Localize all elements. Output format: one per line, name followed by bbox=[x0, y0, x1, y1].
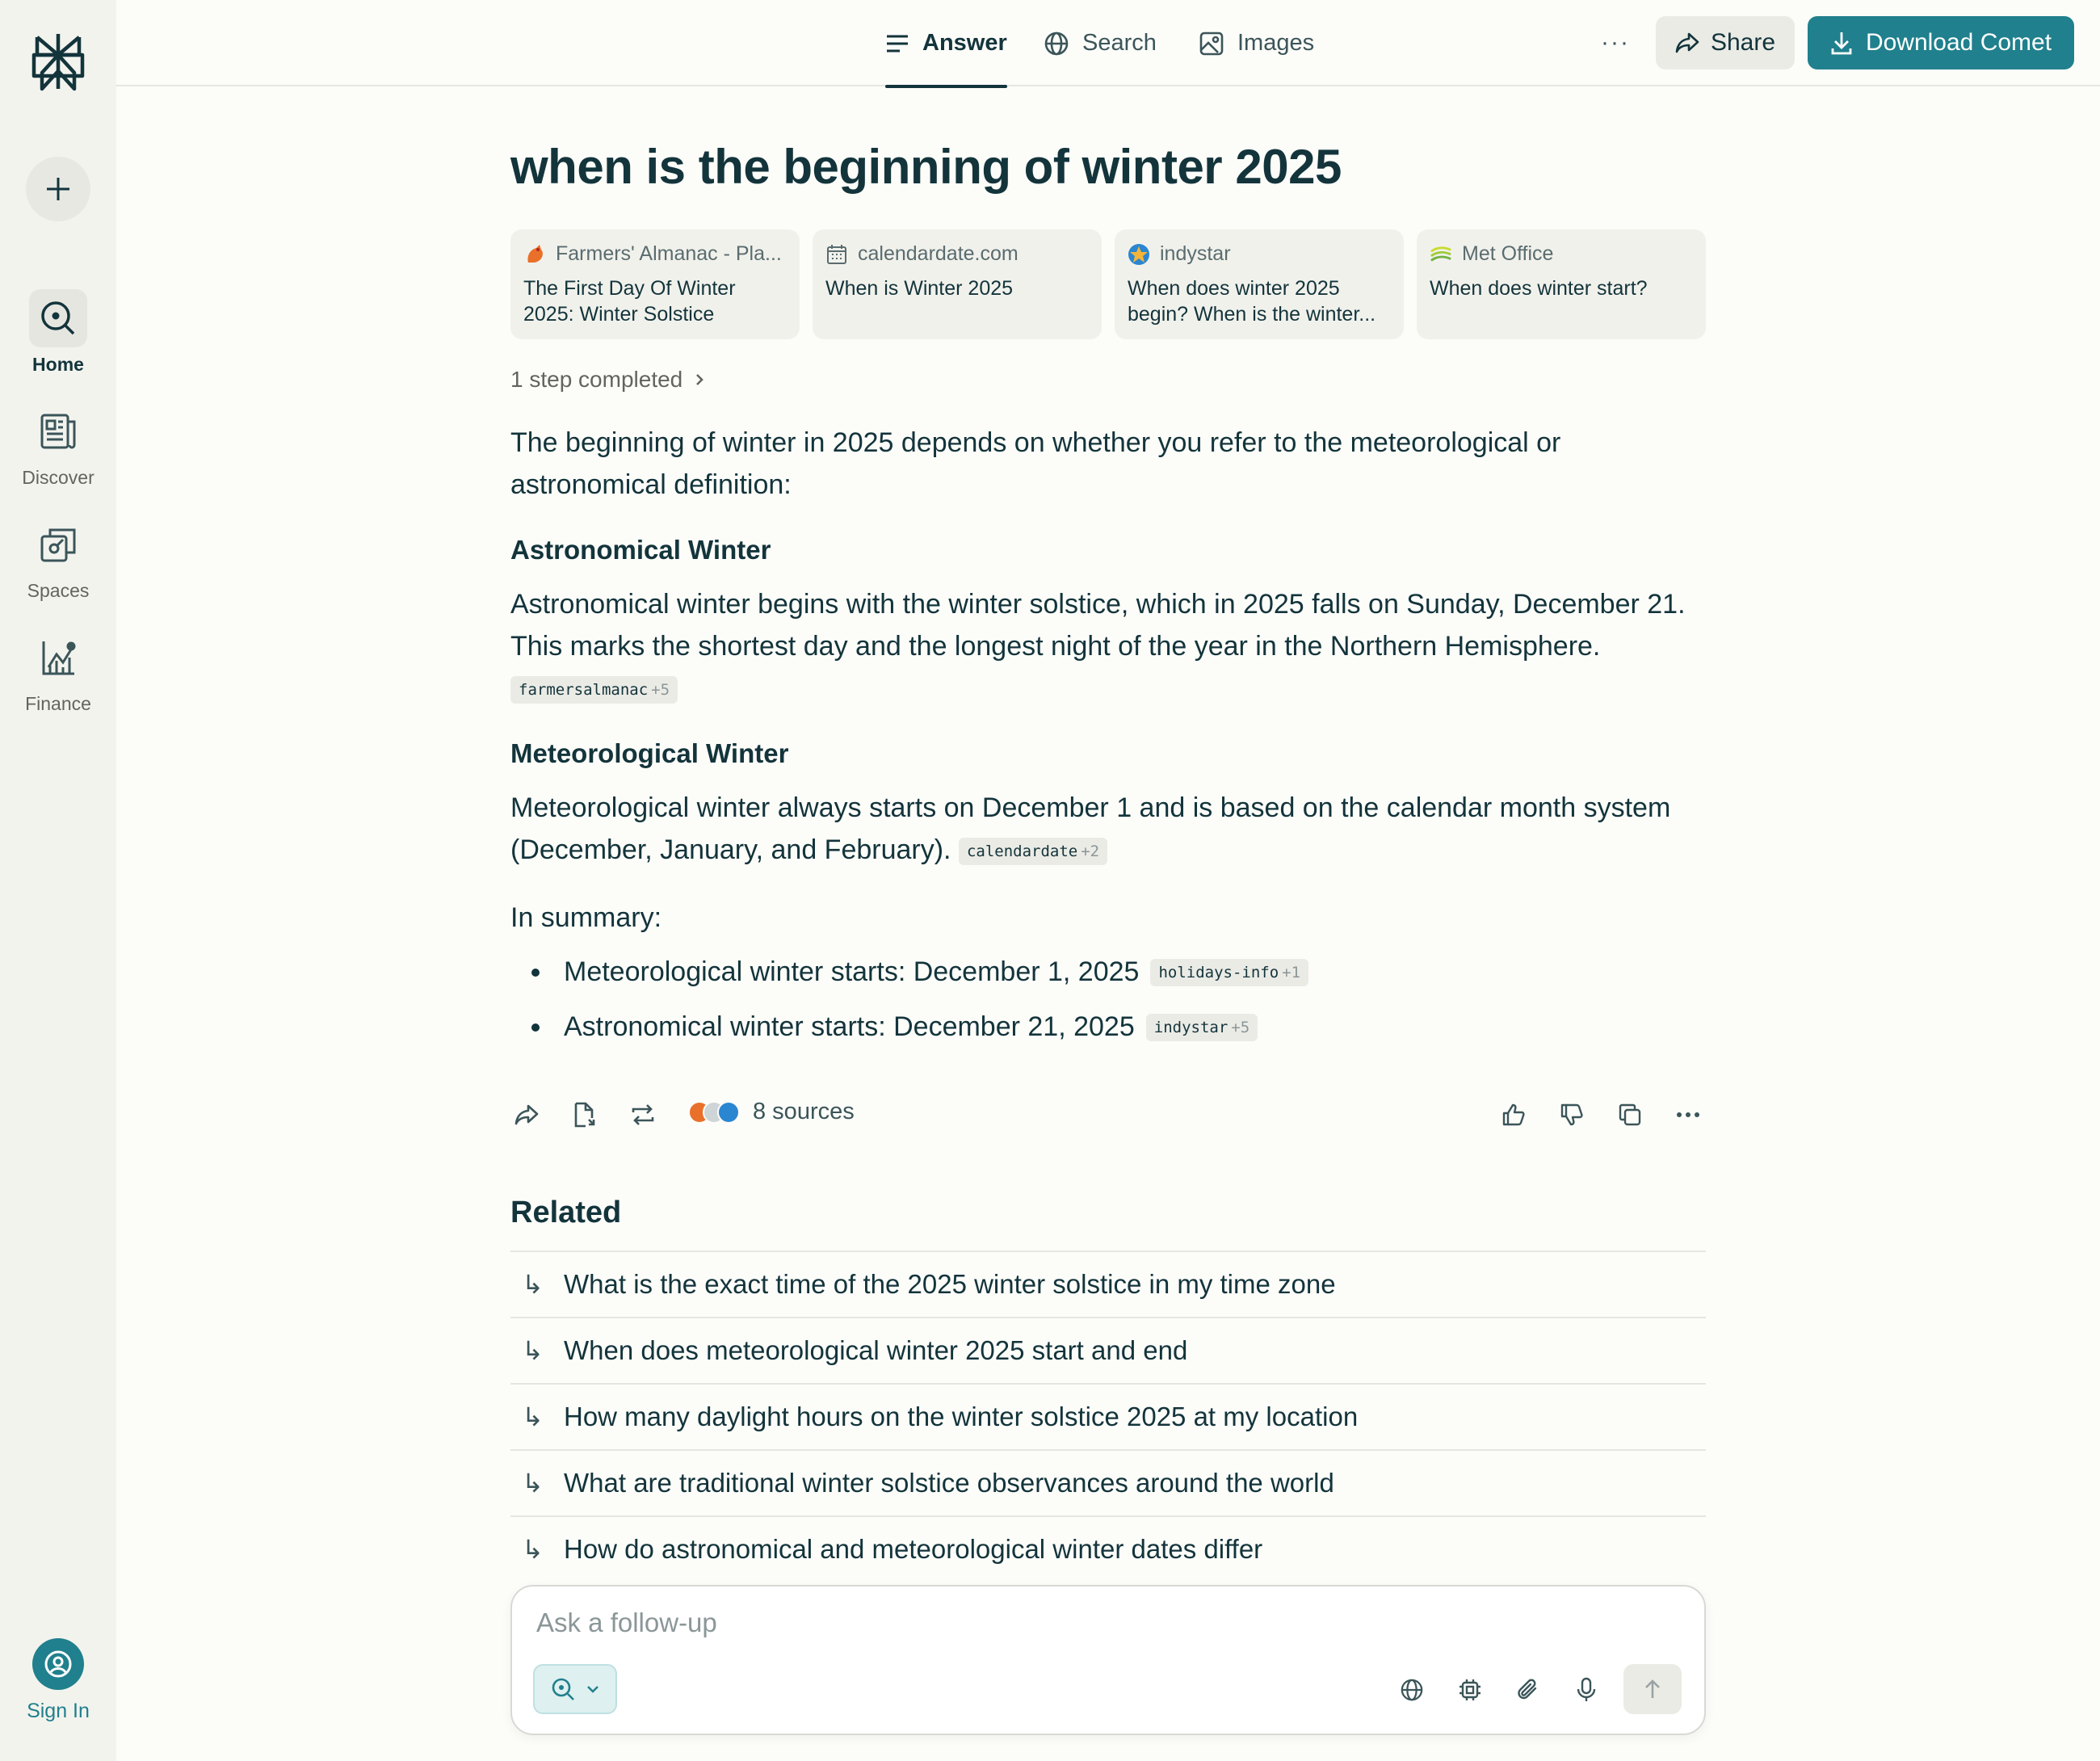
source-site: Met Office bbox=[1462, 242, 1554, 265]
section-text bbox=[510, 583, 1706, 709]
source-site: calendardate.com bbox=[858, 242, 1018, 265]
related-item-text: What is the exact time of the 2025 winter solstice in my time zone bbox=[564, 1269, 1336, 1299]
steps-toggle[interactable] bbox=[510, 367, 705, 393]
sidebar-item-spaces[interactable] bbox=[0, 515, 116, 602]
globe-icon bbox=[1044, 31, 1069, 57]
share-label: Share bbox=[1710, 29, 1776, 56]
sign-in-label: Sign In bbox=[27, 1700, 90, 1722]
new-thread-button[interactable] bbox=[26, 157, 90, 221]
sign-in-button[interactable] bbox=[0, 1638, 116, 1723]
share-icon bbox=[1675, 32, 1699, 54]
source-card[interactable] bbox=[510, 229, 800, 339]
user-icon bbox=[32, 1638, 84, 1690]
tab-label: Answer bbox=[922, 30, 1007, 56]
related-item-text: When does meteorological winter 2025 start and end bbox=[564, 1335, 1188, 1365]
list-icon bbox=[885, 33, 909, 54]
source-title: The First Day Of Winter 2025: Winter Solstice bbox=[523, 277, 736, 326]
tab-label: Search bbox=[1082, 30, 1157, 56]
star-icon bbox=[1128, 243, 1150, 266]
star-icon bbox=[717, 1101, 740, 1124]
section-text-body: Astronomical winter begins with the winter solstice, which in 2025 falls on Sunday, December 21. This marks the shortest day and the longest night of the year in the Northern Hemisphere. bbox=[510, 589, 1686, 662]
microphone-icon[interactable] bbox=[1570, 1674, 1602, 1706]
chart-icon bbox=[39, 638, 78, 677]
met-office-icon bbox=[1430, 243, 1452, 266]
sidebar-item-label: Home bbox=[32, 354, 84, 375]
citation-more: +5 bbox=[651, 681, 670, 700]
return-arrow-icon: ↳ bbox=[522, 1402, 544, 1431]
scrollbar[interactable] bbox=[2089, 86, 2100, 1761]
download-comet-button[interactable] bbox=[1808, 16, 2074, 69]
image-icon bbox=[1199, 31, 1224, 57]
thumbs-up-icon[interactable] bbox=[1497, 1099, 1530, 1131]
citation-more: +1 bbox=[1282, 963, 1301, 981]
related-heading: Related bbox=[510, 1196, 622, 1229]
citation-badge[interactable] bbox=[1150, 959, 1308, 986]
arrow-up-icon bbox=[1643, 1679, 1662, 1700]
more-horizontal-icon[interactable] bbox=[1672, 1099, 1704, 1131]
follow-up-composer bbox=[510, 1585, 1706, 1735]
source-cards bbox=[510, 229, 1706, 339]
sidebar bbox=[0, 0, 116, 1761]
search-icon bbox=[551, 1677, 575, 1701]
sources-count-label: 8 sources bbox=[753, 1099, 855, 1124]
citation-more: +5 bbox=[1231, 1018, 1250, 1036]
summary-label: In summary: bbox=[510, 902, 662, 933]
citation-badge[interactable] bbox=[510, 676, 678, 704]
submit-button[interactable] bbox=[1623, 1664, 1682, 1714]
source-title: When is Winter 2025 bbox=[825, 277, 1014, 300]
source-site: Farmers' Almanac - Pla... bbox=[556, 242, 782, 265]
plus-icon bbox=[44, 175, 72, 203]
list-item bbox=[510, 956, 1308, 988]
sources-button[interactable] bbox=[688, 1099, 855, 1125]
return-arrow-icon: ↳ bbox=[522, 1535, 544, 1564]
list-item-text: Astronomical winter starts: December 21, 2025 bbox=[564, 1011, 1135, 1042]
section-heading: Astronomical Winter bbox=[510, 535, 771, 565]
related-item[interactable] bbox=[510, 1449, 1706, 1515]
section-text-body: Meteorological winter always starts on December 1 and is based on the calendar month system (December, January, and February). bbox=[510, 792, 1671, 865]
steps-label: 1 step completed bbox=[510, 367, 683, 392]
citation-badge[interactable] bbox=[1146, 1014, 1258, 1041]
citation-badge[interactable] bbox=[959, 838, 1107, 865]
share-icon[interactable] bbox=[510, 1099, 543, 1131]
section-text bbox=[510, 787, 1706, 871]
tab-answer[interactable] bbox=[885, 0, 1007, 86]
bullet bbox=[531, 969, 540, 977]
related-item[interactable] bbox=[510, 1250, 1706, 1317]
paperclip-icon[interactable] bbox=[1512, 1674, 1544, 1706]
list-item-text: Meteorological winter starts: December 1, 2025 bbox=[564, 956, 1140, 987]
source-site: indystar bbox=[1160, 242, 1231, 265]
source-favicons bbox=[688, 1101, 740, 1124]
citation-source: indystar bbox=[1153, 1018, 1228, 1036]
rooster-icon bbox=[523, 243, 546, 266]
calendar-icon bbox=[825, 243, 848, 266]
rewrite-icon[interactable] bbox=[627, 1099, 659, 1131]
page-title: when is the beginning of winter 2025 bbox=[510, 140, 1342, 194]
section-heading: Meteorological Winter bbox=[510, 738, 789, 768]
source-title: When does winter start? bbox=[1430, 277, 1648, 300]
chevron-right-icon bbox=[694, 372, 705, 388]
source-card[interactable] bbox=[1417, 229, 1706, 339]
citation-source: farmersalmanac bbox=[519, 681, 649, 700]
home-search-icon bbox=[39, 299, 78, 338]
source-card[interactable] bbox=[813, 229, 1102, 339]
search-mode-selector[interactable] bbox=[533, 1664, 617, 1714]
sidebar-item-finance[interactable] bbox=[0, 628, 116, 715]
return-arrow-icon: ↳ bbox=[522, 1469, 544, 1498]
perplexity-logo-icon[interactable] bbox=[31, 31, 86, 92]
related-item-text: How many daylight hours on the winter solstice 2025 at my location bbox=[564, 1402, 1359, 1431]
sidebar-item-label: Spaces bbox=[27, 580, 90, 601]
export-document-icon[interactable] bbox=[569, 1099, 601, 1131]
related-item-text: How do astronomical and meteorological winter dates differ bbox=[564, 1534, 1263, 1564]
return-arrow-icon: ↳ bbox=[522, 1270, 544, 1299]
citation-source: holidays-info bbox=[1158, 963, 1279, 981]
related-item-text: What are traditional winter solstice observances around the world bbox=[564, 1468, 1334, 1498]
thumbs-down-icon[interactable] bbox=[1556, 1099, 1588, 1131]
answer-actions bbox=[510, 1092, 1706, 1137]
sidebar-item-label: Discover bbox=[22, 467, 94, 488]
tab-label: Images bbox=[1237, 30, 1315, 56]
spaces-icon bbox=[39, 525, 78, 564]
answer-intro: The beginning of winter in 2025 depends on whether you refer to the meteorological or astronomical definition: bbox=[510, 427, 1561, 500]
cpu-icon[interactable] bbox=[1454, 1674, 1486, 1706]
related-item[interactable] bbox=[510, 1383, 1706, 1449]
copy-icon[interactable] bbox=[1614, 1099, 1646, 1131]
related-item[interactable] bbox=[510, 1515, 1706, 1582]
list-item bbox=[510, 1011, 1258, 1043]
source-card[interactable] bbox=[1115, 229, 1404, 339]
newspaper-icon bbox=[39, 412, 78, 451]
globe-icon[interactable] bbox=[1396, 1674, 1428, 1706]
sidebar-item-label: Finance bbox=[25, 693, 91, 714]
related-item[interactable] bbox=[510, 1317, 1706, 1383]
related-list bbox=[510, 1250, 1706, 1582]
sidebar-item-discover[interactable] bbox=[0, 402, 116, 489]
download-label: Download Comet bbox=[1865, 29, 2052, 56]
tab-images[interactable] bbox=[1199, 0, 1314, 86]
chevron-down-icon bbox=[586, 1685, 599, 1693]
sidebar-item-home[interactable] bbox=[0, 289, 116, 376]
download-icon bbox=[1830, 31, 1853, 55]
return-arrow-icon: ↳ bbox=[522, 1336, 544, 1365]
citation-more: +2 bbox=[1081, 843, 1100, 861]
follow-up-input[interactable]: Ask a follow-up bbox=[536, 1608, 717, 1637]
more-options-button[interactable]: ··· bbox=[1601, 29, 1630, 56]
tab-search[interactable] bbox=[1044, 0, 1157, 86]
source-title: When does winter 2025 begin? When is the winter... bbox=[1128, 277, 1376, 326]
share-button[interactable] bbox=[1656, 16, 1795, 69]
citation-source: calendardate bbox=[966, 843, 1078, 861]
top-bar bbox=[116, 0, 2100, 86]
bullet bbox=[531, 1023, 540, 1032]
